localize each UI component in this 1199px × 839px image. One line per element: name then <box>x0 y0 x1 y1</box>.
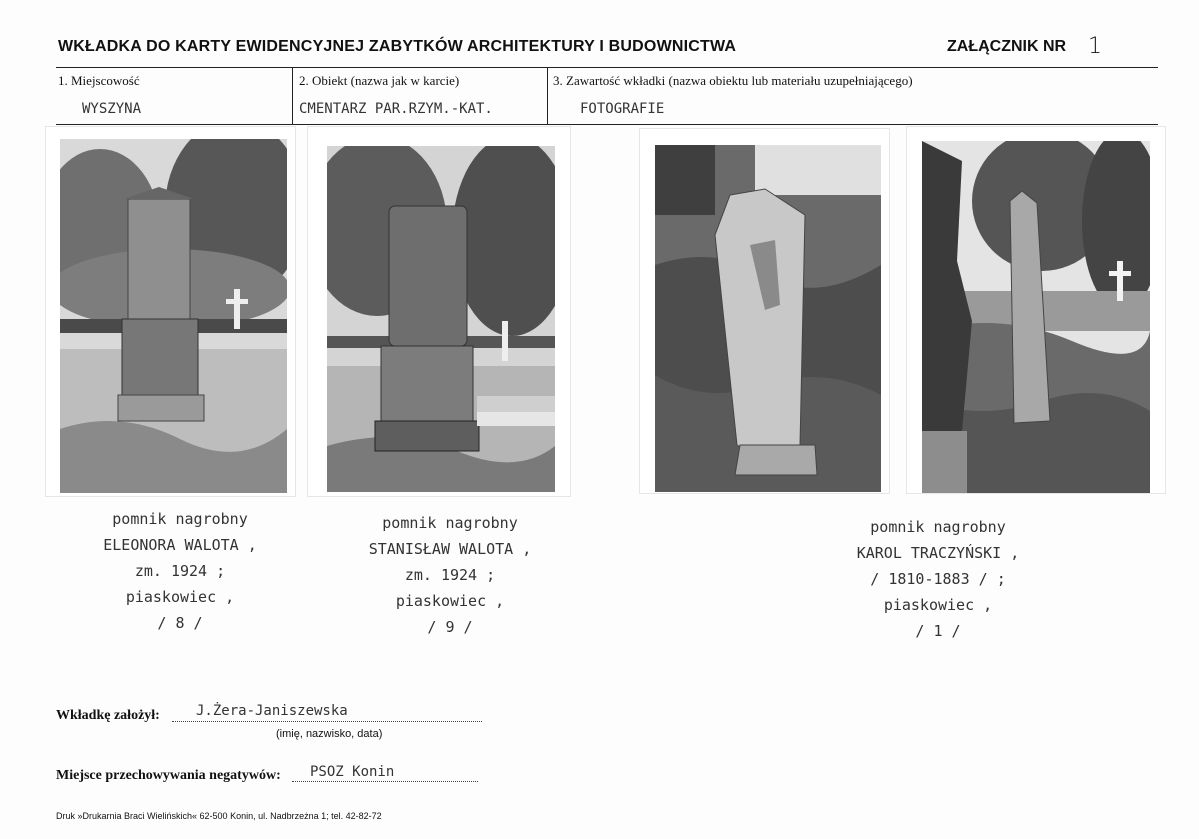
caption-line: piaskowiec , <box>395 592 505 610</box>
object-label: 2. Obiekt (nazwa jak w karcie) <box>299 73 460 88</box>
founder-sublabel: (imię, nazwisko, data) <box>276 728 383 740</box>
caption-line: pomnik nagrobny <box>870 518 1006 536</box>
founder-dotted-line <box>172 721 482 722</box>
caption-line: STANISŁAW WALOTA , <box>368 540 532 558</box>
gravestone-photo-1-image <box>60 139 287 493</box>
caption-photo-2 <box>330 510 570 640</box>
negatives-dotted-line <box>292 781 478 782</box>
locality-value: WYSZYNA <box>82 101 142 117</box>
header-rule-bottom <box>56 124 1158 125</box>
caption-line: zm. 1924 ; <box>404 566 496 584</box>
caption-photo-1 <box>60 506 300 636</box>
header-rule-top <box>56 67 1158 68</box>
caption-line: piaskowiec , <box>883 596 993 614</box>
gravestone-photo-4-image <box>922 141 1150 493</box>
caption-line: KAROL TRACZYŃSKI , <box>856 544 1020 562</box>
founder-value: J.Żera-Janiszewska <box>196 703 348 719</box>
negatives-storage-label: Miejsce przechowywania negatywów: <box>56 768 281 783</box>
field-divider-1 <box>292 68 293 124</box>
content-label: 3. Zawartość wkładki (nazwa obiektu lub materiału uzupełniającego) <box>553 73 913 88</box>
photo-grave-karol-traczynski-front <box>640 129 889 493</box>
caption-line: pomnik nagrobny <box>112 510 248 528</box>
attachment-label: ZAŁĄCZNIK NR <box>947 38 1067 55</box>
content-value: FOTOGRAFIE <box>580 101 665 117</box>
negatives-storage-value: PSOZ Konin <box>310 764 395 780</box>
caption-line: / 1810-1883 / ; <box>870 570 1006 588</box>
caption-line: pomnik nagrobny <box>382 514 518 532</box>
field-divider-2 <box>547 68 548 124</box>
form-title: WKŁADKA DO KARTY EWIDENCYJNEJ ZABYTKÓW ARCHITEKTURY I BUDOWNICTWA <box>58 38 737 55</box>
attachment-number: 1 <box>1088 34 1102 59</box>
gravestone-photo-2-image <box>327 146 555 492</box>
photo-grave-eleonora-walota <box>46 127 295 496</box>
caption-line: / 9 / <box>427 618 473 636</box>
printer-imprint: Druk »Drukarnia Braci Wielińskich« 62-500 Konin, ul. Nadbrzeżna 1; tel. 42-82-72 <box>56 811 382 821</box>
gravestone-photo-3-image <box>655 145 881 492</box>
object-value: CMENTARZ PAR.RZYM.-KAT. <box>299 101 493 117</box>
caption-line: zm. 1924 ; <box>134 562 226 580</box>
caption-line: / 8 / <box>157 614 203 632</box>
caption-line: piaskowiec , <box>125 588 235 606</box>
caption-line: ELEONORA WALOTA , <box>103 536 257 554</box>
photo-grave-karol-traczynski-side <box>907 127 1165 493</box>
photo-grave-stanislaw-walota <box>308 127 570 496</box>
caption-photos-3-4 <box>818 514 1058 644</box>
locality-label: 1. Miejscowość <box>58 73 140 88</box>
founder-label: Wkładkę założył: <box>56 708 160 723</box>
caption-line: / 1 / <box>915 622 961 640</box>
